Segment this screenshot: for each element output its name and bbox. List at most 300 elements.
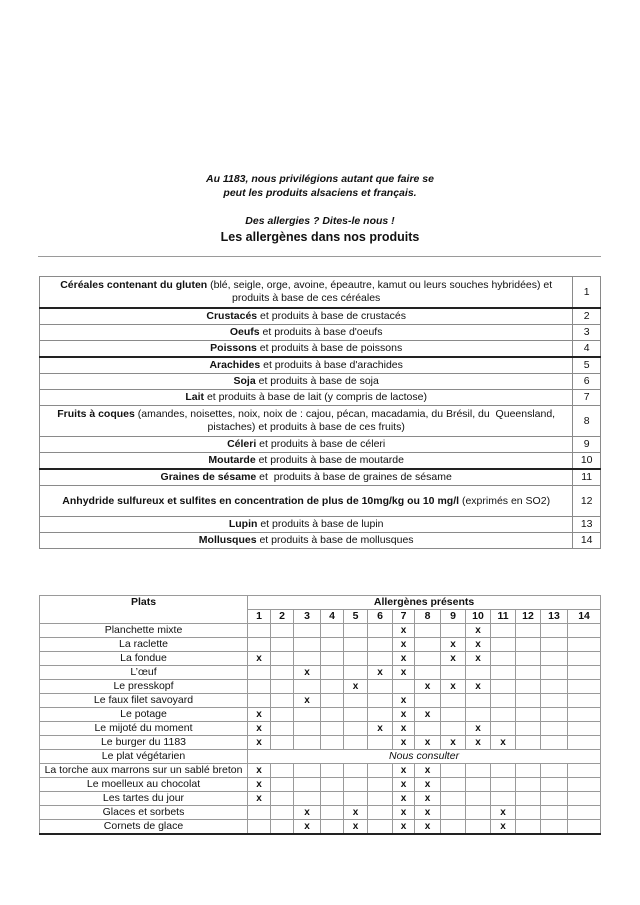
- allergen-name: Soja: [233, 375, 256, 387]
- dish-name: Le potage: [40, 708, 248, 722]
- allergen-description: [40, 357, 573, 374]
- allergen-cell-empty: [466, 764, 491, 778]
- page-title: Les allergènes dans nos produits: [220, 230, 420, 244]
- allergen-description: [40, 437, 573, 453]
- allergen-cell-empty: [568, 778, 601, 792]
- allergen-mark: x: [466, 736, 491, 750]
- allergen-cell-empty: [415, 666, 441, 680]
- allergen-cell-empty: [568, 694, 601, 708]
- allergen-description: [40, 517, 573, 533]
- dish-name: La torche aux marrons sur un sablé breton: [40, 764, 248, 778]
- allergen-cell-empty: [344, 736, 368, 750]
- dish-row: [40, 708, 601, 722]
- allergen-description: [40, 486, 573, 517]
- allergen-row: [40, 390, 601, 406]
- allergen-cell-empty: [294, 638, 321, 652]
- allergen-detail: et produits à base de lupin: [257, 518, 384, 530]
- allergen-detail: et produits à base d'oeufs: [259, 326, 383, 338]
- dish-row: [40, 820, 601, 835]
- allergen-detail: et produits à base d'arachides: [260, 359, 403, 371]
- dish-name: Le burger du 1183: [40, 736, 248, 750]
- allergen-cell-empty: [516, 680, 541, 694]
- allergen-cell-empty: [516, 624, 541, 638]
- allergen-mark: x: [393, 624, 415, 638]
- dish-name: Le mijoté du moment: [40, 722, 248, 736]
- allergen-mark: x: [294, 694, 321, 708]
- allergen-cell-empty: [466, 694, 491, 708]
- allergen-cell-empty: [541, 680, 568, 694]
- allergen-cell-empty: [321, 736, 344, 750]
- allergen-cell-empty: [516, 778, 541, 792]
- allergen-column-header: 9: [441, 610, 466, 624]
- allergen-column-header: 4: [321, 610, 344, 624]
- allergy-prompt: Des allergies ? Dites-le nous !: [245, 215, 395, 227]
- allergen-cell-empty: [466, 778, 491, 792]
- allergen-mark: x: [491, 736, 516, 750]
- allergen-row: [40, 374, 601, 390]
- allergen-mark: x: [393, 736, 415, 750]
- allergen-cell-empty: [568, 764, 601, 778]
- allergen-cell-empty: [541, 694, 568, 708]
- dish-row: [40, 722, 601, 736]
- allergen-cell-empty: [541, 652, 568, 666]
- allergen-cell-empty: [516, 638, 541, 652]
- allergen-cell-empty: [294, 624, 321, 638]
- allergen-cell-empty: [368, 638, 393, 652]
- allergen-row: [40, 308, 601, 325]
- allergen-cell-empty: [271, 778, 294, 792]
- allergen-mark: x: [248, 792, 271, 806]
- allergen-cell-empty: [368, 624, 393, 638]
- allergen-cell-empty: [321, 638, 344, 652]
- allergen-mark: x: [491, 820, 516, 835]
- allergen-row: [40, 469, 601, 486]
- allergen-column-header: 2: [271, 610, 294, 624]
- dish-name: L’œuf: [40, 666, 248, 680]
- allergen-cell-empty: [441, 666, 466, 680]
- allergen-name: Céleri: [227, 438, 257, 450]
- allergen-mark: x: [393, 638, 415, 652]
- allergen-mark: x: [415, 778, 441, 792]
- allergen-cell-empty: [344, 666, 368, 680]
- allergen-cell-empty: [368, 820, 393, 835]
- allergen-cell-empty: [516, 806, 541, 820]
- allergen-number: 4: [573, 341, 601, 358]
- allergen-cell-empty: [568, 680, 601, 694]
- allergen-number: 3: [573, 325, 601, 341]
- dish-row: [40, 694, 601, 708]
- allergen-cell-empty: [568, 806, 601, 820]
- allergen-cell-empty: [441, 806, 466, 820]
- allergen-cell-empty: [466, 792, 491, 806]
- allergen-description: [40, 469, 573, 486]
- allergen-row: [40, 341, 601, 358]
- allergen-cell-empty: [568, 722, 601, 736]
- allergen-cell-empty: [541, 820, 568, 835]
- allergen-mark: x: [415, 708, 441, 722]
- allergen-cell-empty: [516, 652, 541, 666]
- allergen-cell-empty: [321, 624, 344, 638]
- intro-text: [0, 172, 640, 200]
- allergen-mark: x: [248, 652, 271, 666]
- separator-line: [38, 256, 601, 257]
- allergen-cell-empty: [441, 708, 466, 722]
- allergen-mark: x: [294, 666, 321, 680]
- allergen-cell-empty: [466, 820, 491, 835]
- allergen-column-header: 14: [568, 610, 601, 624]
- allergen-cell-empty: [344, 652, 368, 666]
- allergen-cell-empty: [516, 820, 541, 835]
- dish-row: [40, 764, 601, 778]
- allergen-name: Lait: [185, 391, 205, 403]
- allergen-cell-empty: [368, 806, 393, 820]
- allergen-cell-empty: [441, 624, 466, 638]
- allergen-cell-empty: [248, 694, 271, 708]
- allergen-detail: (amandes, noisettes, noix, noix de : cajou, pécan, macadamia, du Brésil, du Queensland, pistaches) et produits à base de ces fruits): [134, 408, 559, 433]
- allergen-mark: x: [393, 694, 415, 708]
- allergen-mark: x: [466, 624, 491, 638]
- dish-name: Cornets de glace: [40, 820, 248, 835]
- allergen-row: [40, 437, 601, 453]
- allergen-cell-empty: [491, 624, 516, 638]
- allergen-cell-empty: [516, 764, 541, 778]
- allergen-cell-empty: [368, 736, 393, 750]
- allergen-cell-empty: [466, 666, 491, 680]
- allergen-mark: x: [466, 722, 491, 736]
- allergen-row: [40, 486, 601, 517]
- allergen-description: [40, 325, 573, 341]
- allergen-cell-empty: [491, 638, 516, 652]
- allergen-cell-empty: [491, 666, 516, 680]
- allergen-cell-empty: [321, 722, 344, 736]
- allergen-cell-empty: [415, 694, 441, 708]
- allergen-cell-empty: [568, 624, 601, 638]
- dish-row: [40, 638, 601, 652]
- allergen-mark: x: [415, 680, 441, 694]
- allergen-cell-empty: [248, 806, 271, 820]
- dish-name: La fondue: [40, 652, 248, 666]
- allergen-cell-empty: [248, 638, 271, 652]
- allergen-mark: x: [466, 638, 491, 652]
- allergen-cell-empty: [441, 820, 466, 835]
- allergen-mark: x: [344, 820, 368, 835]
- allergen-cell-empty: [294, 722, 321, 736]
- dish-name: Le moelleux au chocolat: [40, 778, 248, 792]
- allergen-detail: et produits à base de lait (y compris de lactose): [204, 391, 427, 403]
- allergen-name: Mollusques: [198, 534, 257, 546]
- allergen-cell-empty: [271, 722, 294, 736]
- allergen-cell-empty: [248, 624, 271, 638]
- dish-row: [40, 666, 601, 680]
- allergen-cell-empty: [271, 638, 294, 652]
- allergen-column-header: 7: [393, 610, 415, 624]
- allergen-row: [40, 325, 601, 341]
- allergen-mark: x: [466, 652, 491, 666]
- allergen-detail: et produits à base de moutarde: [255, 454, 404, 466]
- allergen-cell-empty: [344, 764, 368, 778]
- allergen-description: [40, 453, 573, 470]
- allergen-number: 7: [573, 390, 601, 406]
- allergen-cell-empty: [294, 764, 321, 778]
- allergen-cell-empty: [491, 708, 516, 722]
- allergen-cell-empty: [491, 652, 516, 666]
- dish-row: [40, 736, 601, 750]
- dish-row: [40, 750, 601, 764]
- allergen-number: 12: [573, 486, 601, 517]
- allergen-cell-empty: [248, 680, 271, 694]
- allergen-mark: x: [491, 806, 516, 820]
- allergen-cell-empty: [271, 694, 294, 708]
- allergen-name: Graines de sésame: [160, 471, 257, 483]
- allergen-number: 2: [573, 308, 601, 325]
- allergen-cell-empty: [491, 792, 516, 806]
- allergen-cell-empty: [541, 708, 568, 722]
- allergen-cell-empty: [248, 820, 271, 835]
- allergen-cell-empty: [294, 680, 321, 694]
- allergen-mark: x: [368, 666, 393, 680]
- dish-row: [40, 792, 601, 806]
- allergen-cell-empty: [516, 736, 541, 750]
- allergen-name: Poissons: [210, 342, 257, 354]
- allergen-cell-empty: [415, 638, 441, 652]
- allergen-cell-empty: [541, 722, 568, 736]
- allergen-cell-empty: [441, 764, 466, 778]
- allergen-number: 14: [573, 533, 601, 549]
- allergen-description: [40, 341, 573, 358]
- allergen-cell-empty: [344, 638, 368, 652]
- allergen-column-header: 1: [248, 610, 271, 624]
- allergen-cell-empty: [271, 806, 294, 820]
- allergen-cell-empty: [368, 708, 393, 722]
- allergen-description: [40, 277, 573, 309]
- allergen-column-header: 13: [541, 610, 568, 624]
- allergen-number: 1: [573, 277, 601, 309]
- allergen-column-header: 12: [516, 610, 541, 624]
- allergen-cell-empty: [271, 624, 294, 638]
- allergen-cell-empty: [271, 666, 294, 680]
- allergen-cell-empty: [321, 652, 344, 666]
- allergen-name: Moutarde: [208, 454, 256, 466]
- allergen-cell-empty: [344, 624, 368, 638]
- allergen-mark: x: [393, 722, 415, 736]
- allergen-cell-empty: [541, 792, 568, 806]
- allergen-cell-empty: [271, 708, 294, 722]
- allergen-cell-empty: [321, 806, 344, 820]
- allergen-row: [40, 453, 601, 470]
- allergen-column-header: 6: [368, 610, 393, 624]
- allergen-mark: x: [393, 652, 415, 666]
- allergen-mark: x: [393, 778, 415, 792]
- allergen-row: [40, 277, 601, 309]
- allergen-mark: x: [393, 666, 415, 680]
- allergen-mark: x: [415, 806, 441, 820]
- allergen-cell-empty: [271, 764, 294, 778]
- allergen-name: Arachides: [209, 359, 261, 371]
- allergen-cell-empty: [248, 666, 271, 680]
- allergen-cell-empty: [441, 722, 466, 736]
- allergen-cell-empty: [368, 680, 393, 694]
- allergen-cell-empty: [415, 624, 441, 638]
- allergen-row: [40, 517, 601, 533]
- allergen-number: 13: [573, 517, 601, 533]
- allergen-cell-empty: [568, 736, 601, 750]
- allergen-cell-empty: [321, 666, 344, 680]
- allergen-name: Fruits à coques: [57, 408, 135, 420]
- allergen-column-header: 8: [415, 610, 441, 624]
- allergen-cell-empty: [368, 792, 393, 806]
- dish-row: [40, 652, 601, 666]
- allergen-cell-empty: [294, 778, 321, 792]
- dishes-allergen-table: [39, 595, 601, 835]
- allergen-cell-empty: [294, 708, 321, 722]
- allergen-name: Crustacés: [206, 310, 258, 322]
- allergen-mark: x: [415, 792, 441, 806]
- allergen-mark: x: [393, 806, 415, 820]
- allergen-mark: x: [393, 708, 415, 722]
- allergen-cell-empty: [271, 736, 294, 750]
- allergen-mark: x: [248, 764, 271, 778]
- allergen-mark: x: [248, 778, 271, 792]
- allergen-cell-empty: [344, 792, 368, 806]
- allergen-cell-empty: [321, 680, 344, 694]
- allergen-detail: et produits à base de mollusques: [256, 534, 414, 546]
- allergen-cell-empty: [441, 792, 466, 806]
- allergen-description: [40, 308, 573, 325]
- dish-name: Les tartes du jour: [40, 792, 248, 806]
- allergen-row: [40, 357, 601, 374]
- allergen-mark: x: [393, 764, 415, 778]
- allergen-name: Lupin: [228, 518, 258, 530]
- allergen-mark: x: [415, 820, 441, 835]
- allergen-cell-empty: [321, 764, 344, 778]
- allergen-column-header: 5: [344, 610, 368, 624]
- allergen-cell-empty: [321, 820, 344, 835]
- allergen-cell-empty: [466, 708, 491, 722]
- dish-row: [40, 624, 601, 638]
- dish-row: [40, 778, 601, 792]
- allergen-cell-empty: [568, 666, 601, 680]
- allergen-description: [40, 533, 573, 549]
- allergen-detail: et produits à base de graines de sésame: [256, 471, 452, 483]
- allergen-mark: x: [441, 680, 466, 694]
- allergen-mark: x: [441, 638, 466, 652]
- allergen-mark: x: [294, 806, 321, 820]
- allergen-name: Oeufs: [229, 326, 260, 338]
- allergen-cell-empty: [271, 680, 294, 694]
- allergen-mark: x: [415, 736, 441, 750]
- allergen-row: [40, 533, 601, 549]
- allergen-detail: (blé, seigle, orge, avoine, épeautre, kamut ou leurs souches hybridées) et produits à base de ces céréales: [207, 279, 556, 304]
- allergen-number: 9: [573, 437, 601, 453]
- allergen-cell-empty: [344, 722, 368, 736]
- allergen-cell-empty: [541, 666, 568, 680]
- allergen-cell-empty: [321, 694, 344, 708]
- allergen-cell-empty: [441, 694, 466, 708]
- dish-row: [40, 806, 601, 820]
- allergen-mark: x: [344, 806, 368, 820]
- allergen-mark: x: [466, 680, 491, 694]
- consult-note: Nous consulter: [248, 750, 601, 764]
- allergen-name: Anhydride sulfureux et sulfites en concentration de plus de 10mg/kg ou 10 mg/l: [62, 494, 460, 507]
- dish-name: Glaces et sorbets: [40, 806, 248, 820]
- allergen-name: Céréales contenant du gluten: [60, 279, 208, 291]
- allergen-mark: x: [344, 680, 368, 694]
- allergen-cell-empty: [415, 652, 441, 666]
- allergen-cell-empty: [568, 708, 601, 722]
- allergen-mark: x: [393, 792, 415, 806]
- allergen-cell-empty: [271, 652, 294, 666]
- allergen-detail: et produits à base de poissons: [256, 342, 403, 354]
- allergen-cell-empty: [321, 778, 344, 792]
- allergen-cell-empty: [321, 708, 344, 722]
- allergen-mark: x: [248, 736, 271, 750]
- allergen-mark: x: [441, 736, 466, 750]
- allergen-cell-empty: [271, 820, 294, 835]
- allergen-cell-empty: [294, 792, 321, 806]
- allergen-number: 5: [573, 357, 601, 374]
- allergen-column-header: 10: [466, 610, 491, 624]
- allergens-present-header: Allergènes présents: [248, 596, 601, 610]
- allergen-mark: x: [415, 764, 441, 778]
- allergen-cell-empty: [541, 736, 568, 750]
- allergen-description: [40, 390, 573, 406]
- allergen-cell-empty: [368, 694, 393, 708]
- allergen-cell-empty: [516, 792, 541, 806]
- allergen-cell-empty: [516, 694, 541, 708]
- allergen-cell-empty: [491, 722, 516, 736]
- allergen-cell-empty: [568, 638, 601, 652]
- allergen-number: 6: [573, 374, 601, 390]
- allergen-cell-empty: [541, 624, 568, 638]
- allergen-number: 10: [573, 453, 601, 470]
- allergen-cell-empty: [541, 778, 568, 792]
- dishes-header: Plats: [40, 596, 248, 624]
- dish-name: Le plat végétarien: [40, 750, 248, 764]
- allergen-cell-empty: [321, 792, 344, 806]
- allergen-cell-empty: [516, 708, 541, 722]
- intro-line-2: peut les produits alsaciens et français.: [223, 187, 417, 199]
- allergen-cell-empty: [491, 680, 516, 694]
- allergen-cell-empty: [491, 764, 516, 778]
- allergen-column-header: 3: [294, 610, 321, 624]
- allergen-cell-empty: [541, 638, 568, 652]
- allergen-mark: x: [294, 820, 321, 835]
- allergen-cell-empty: [271, 792, 294, 806]
- allergen-cell-empty: [344, 694, 368, 708]
- allergen-legend-table: [39, 276, 601, 549]
- allergen-mark: x: [393, 820, 415, 835]
- dish-name: La raclette: [40, 638, 248, 652]
- allergen-cell-empty: [368, 778, 393, 792]
- allergen-cell-empty: [368, 764, 393, 778]
- dish-row: [40, 680, 601, 694]
- allergen-description: [40, 374, 573, 390]
- allergen-row: [40, 406, 601, 437]
- allergen-cell-empty: [294, 736, 321, 750]
- allergen-cell-empty: [568, 820, 601, 835]
- allergen-cell-empty: [368, 652, 393, 666]
- allergen-cell-empty: [516, 666, 541, 680]
- allergen-cell-empty: [541, 806, 568, 820]
- allergen-mark: x: [248, 722, 271, 736]
- allergen-detail: et produits à base de céleri: [256, 438, 386, 450]
- intro-line-1: Au 1183, nous privilégions autant que faire se: [206, 173, 434, 185]
- allergen-mark: x: [368, 722, 393, 736]
- allergen-mark: x: [248, 708, 271, 722]
- dish-name: Le presskopf: [40, 680, 248, 694]
- allergen-detail: et produits à base de crustacés: [257, 310, 406, 322]
- allergen-detail: (exprimés en SO2): [459, 494, 551, 507]
